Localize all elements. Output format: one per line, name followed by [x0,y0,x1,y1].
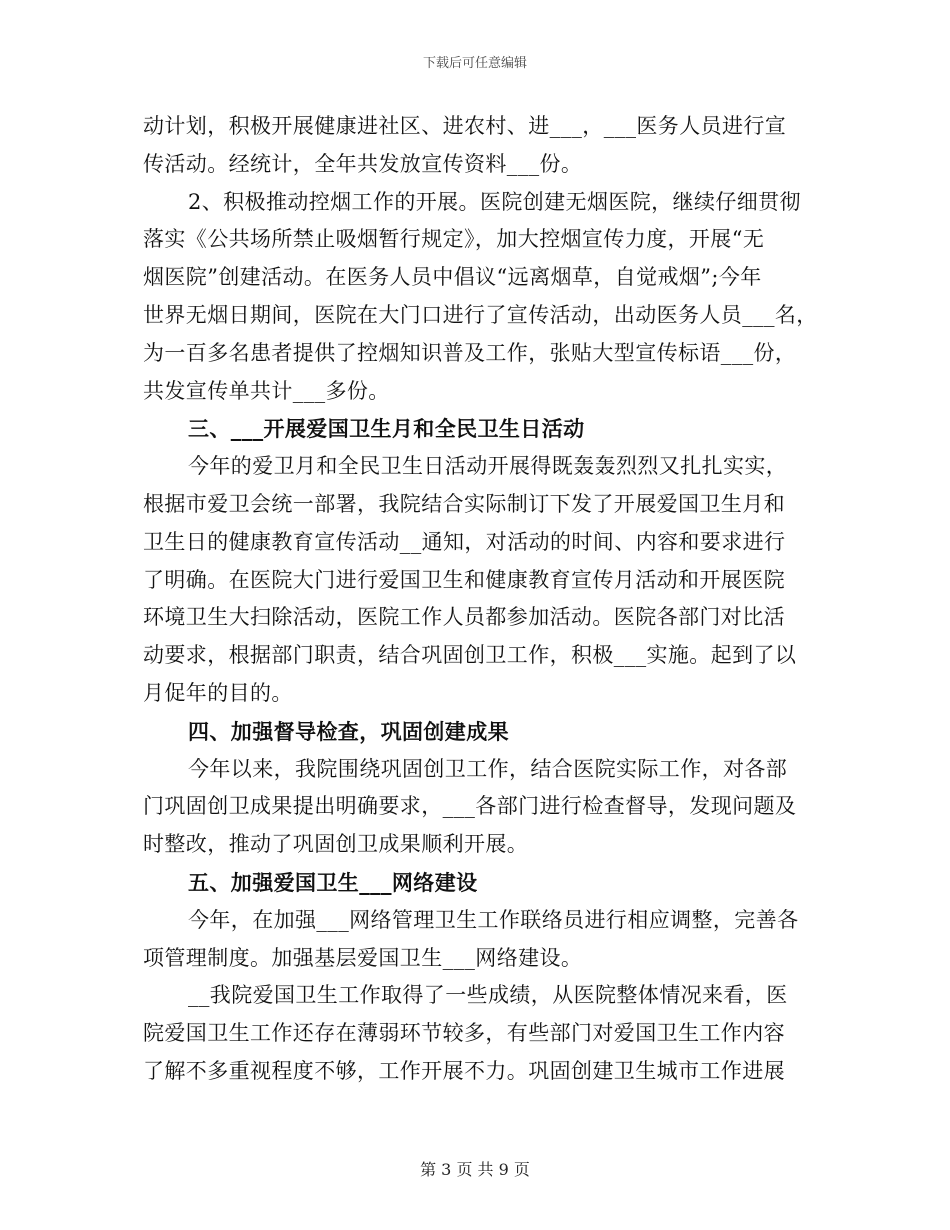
section-heading: 五、加强爱国卫生___网络建设 [188,869,478,895]
document-body [143,108,818,1091]
paragraph-line: 烟医院”创建活动。在医务人员中倡议“远离烟草，自觉戒烟”;今年 [143,265,762,290]
paragraph-line: 院爱国卫生工作还存在薄弱环节较多，有些部门对爱国卫生工作内容 [143,1021,785,1046]
section-heading: 四、加强督导检查，巩固创建成果 [188,718,509,744]
page-number-footer: 第 3 页 共 9 页 [420,1160,530,1179]
paragraph-line: 了明确。在医院大门进行爱国卫生和健康教育宣传月活动和开展医院 [143,567,785,592]
paragraph-line: 为一百多名患者提供了控烟知识普及工作，张贴大型宣传标语___份， [143,340,797,365]
paragraph-line: 卫生日的健康教育宣传活动__通知，对活动的时间、内容和要求进行 [143,529,786,554]
paragraph-line: 今年以来，我院围绕巩固创卫工作，结合医院实际工作，对各部 [188,756,788,781]
page-header: 下载后可任意编辑 [422,56,527,71]
paragraph-line: 传活动。经统计，全年共发放宣传资料___份。 [143,151,583,176]
paragraph-line: 门巩固创卫成果提出明确要求，___各部门进行检查督导，发现问题及 [143,794,797,819]
paragraph-line: 落实《公共场所禁止吸烟暂行规定》，加大控烟宣传力度，开展“无 [143,227,765,252]
paragraph-line: 2、积极推动控烟工作的开展。医院创建无烟医院，继续仔细贯彻 [188,189,801,214]
paragraph-line: 共发宣传单共计___多份。 [143,378,390,403]
paragraph-line: 了解不多重视程度不够，工作开展不力。巩固创建卫生城市工作进展 [143,1058,785,1083]
paragraph-line: 世界无烟日期间，医院在大门口进行了宣传活动，出动医务人员___名， [143,302,818,327]
paragraph-line: 动要求，根据部门职责，结合巩固创卫工作，积极___实施。起到了以 [143,643,797,668]
paragraph-line: 今年，在加强___网络管理卫生工作联络员进行相应调整，完善各 [188,907,799,932]
section-heading: 三、___开展爱国卫生月和全民卫生日活动 [188,416,585,442]
paragraph-line: 动计划，积极开展健康进社区、进农村、进___，___医务人员进行宣 [143,114,787,138]
paragraph-line: __我院爱国卫生工作取得了一些成绩，从医院整体情况来看，医 [188,983,788,1008]
paragraph-line: 项管理制度。加强基层爱国卫生___网络建设。 [143,945,583,970]
paragraph-line: 今年的爱卫月和全民卫生日活动开展得既轰轰烈烈又扎扎实实， [188,454,788,479]
paragraph-line: 环境卫生大扫除活动，医院工作人员都参加活动。医院各部门对比活 [143,605,785,630]
paragraph-line: 根据市爱卫会统一部署，我院结合实际制订下发了开展爱国卫生月和 [143,491,785,516]
paragraph-line: 时整改，推动了巩固创卫成果顺利开展。 [143,832,529,857]
paragraph-line: 月促年的目的。 [143,680,293,705]
